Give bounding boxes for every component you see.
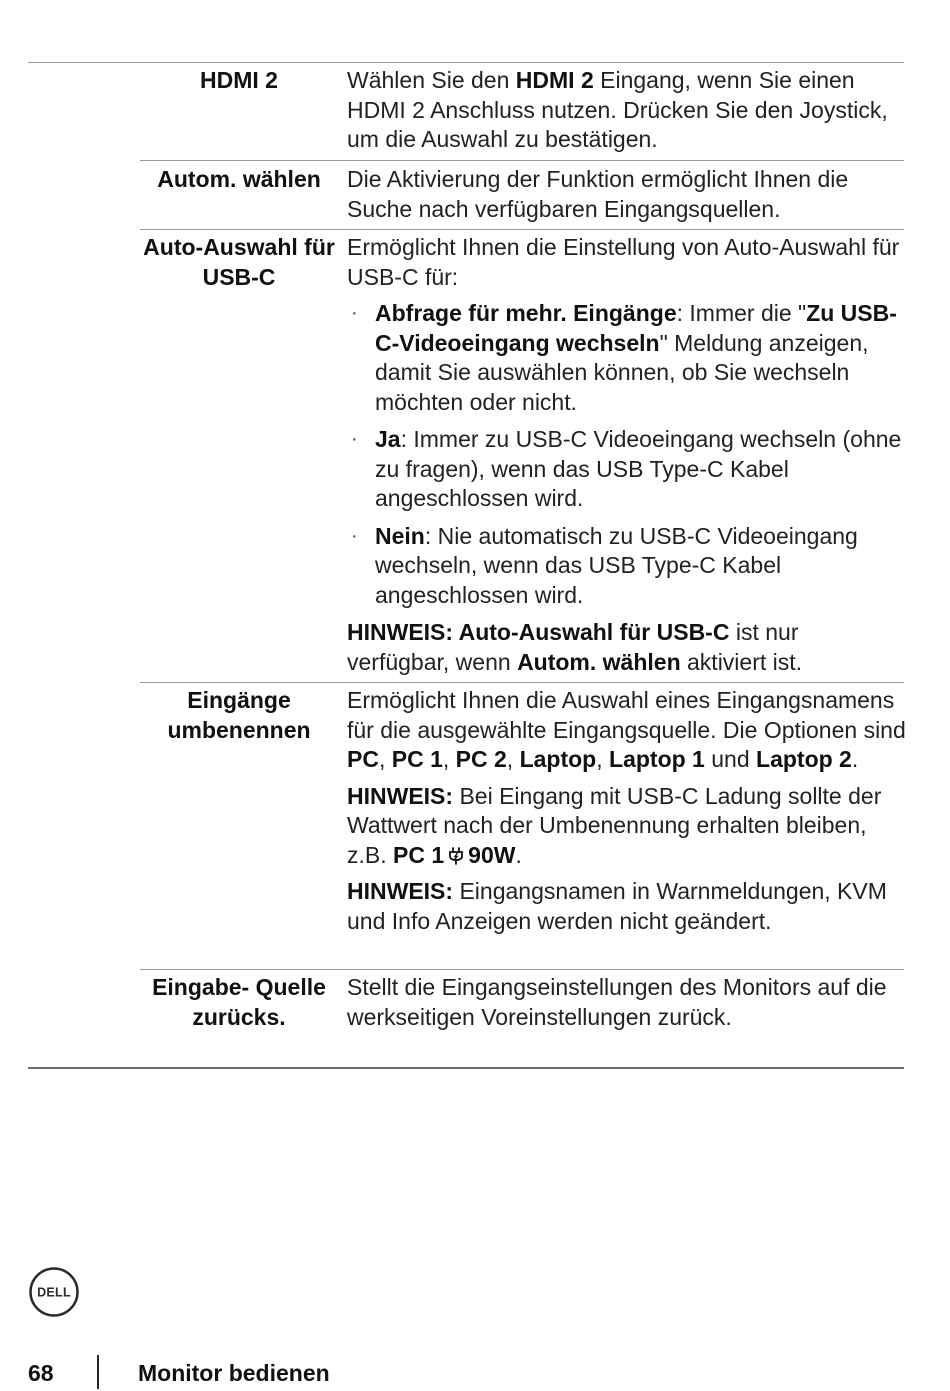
bold-text: Zu USB-C-Videoeingang wechseln (375, 300, 897, 356)
text-run: Ermöglicht Ihnen die Auswahl eines Eingangsnamens für die ausgewählte Eingangsquelle. Die Optionen sind (347, 687, 906, 743)
text-run: : Immer die " (676, 300, 807, 326)
text-run: , (506, 746, 520, 772)
text-run: Eingang, wenn Sie einen HDMI 2 Anschluss nutzen. Drücken Sie den Joystick, um die Auswahl zu bestätigen. (347, 67, 888, 152)
paragraph (347, 165, 907, 224)
row-divider (140, 682, 904, 683)
bold-text: HINWEIS: (347, 782, 454, 809)
bold-text: PC 2 (455, 746, 507, 772)
power-plug-icon (446, 846, 466, 866)
bold-text: PC 1 (393, 841, 445, 868)
bold-text: Laptop 1 (609, 746, 705, 772)
row-label-eingabe-quelle-zuruecks: Eingabe- Quelle zurücks. (152, 974, 326, 1030)
list-item (347, 299, 907, 417)
paragraph (347, 233, 907, 292)
text-run: , (378, 746, 392, 772)
text-run: Die Aktivierung der Funktion ermöglicht Ihnen die Suche nach verfügbaren Eingangsquellen. (347, 166, 849, 222)
section-title: Monitor bedienen (138, 1360, 330, 1386)
footer-separator (97, 1355, 99, 1389)
page-number: 68 (28, 1360, 54, 1386)
text-run: . (851, 746, 859, 772)
bold-text: HINWEIS: (347, 878, 454, 904)
paragraph (347, 618, 907, 677)
paragraph (347, 686, 907, 775)
text-run: , (442, 746, 456, 772)
bullet-icon: · (351, 524, 358, 547)
bold-text: HINWEIS: Auto-Auswahl für USB-C (347, 619, 730, 645)
list-item (347, 425, 907, 514)
row-desc-hdmi-2 (347, 66, 907, 162)
bottom-rule (28, 1067, 904, 1069)
row-label-eingaenge-umbenennen: Eingänge umbenennen (167, 687, 311, 743)
text-run: aktiviert ist. (680, 648, 803, 675)
row-desc-eingabe-quelle-zuruecks (347, 973, 907, 1039)
text-run: , (596, 746, 610, 772)
text-run: ist nur verfügbar, wenn (347, 619, 799, 675)
paragraph (347, 66, 907, 155)
bold-text: HDMI 2 (515, 67, 594, 93)
row-label-hdmi-2: HDMI 2 (200, 67, 278, 93)
row-divider (140, 969, 904, 970)
bold-text: Autom. wählen (517, 648, 681, 675)
paragraph (347, 877, 907, 936)
row-divider (140, 229, 904, 230)
bullet-icon: · (351, 428, 358, 450)
dell-logo-icon (28, 1266, 80, 1318)
bold-text: Laptop 2 (756, 746, 852, 772)
bullet-list (347, 299, 907, 610)
text-run: : Nie automatisch zu USB-C Videoeingang wechseln, wenn das USB Type-C Kabel angeschlossen wird. (375, 522, 858, 608)
row-desc-eingaenge-umbenennen (347, 686, 907, 943)
bold-text: Laptop (519, 746, 597, 772)
row-divider (140, 160, 904, 161)
paragraph (347, 973, 907, 1032)
bold-text: Abfrage für mehr. Eingänge (375, 300, 677, 326)
bold-text: 90W (468, 841, 516, 868)
list-item (347, 522, 907, 611)
row-label-autom-waehlen: Autom. wählen (157, 166, 321, 192)
row-label-auto-auswahl-usb-c: Auto-Auswahl für USB-C (143, 234, 335, 290)
text-run: : Immer zu USB-C Videoeingang wechseln (ohne zu fragen), wenn das USB Type-C Kabel angeschlossen wird. (375, 426, 902, 511)
row-desc-auto-auswahl-usb-c (347, 233, 907, 684)
bold-text: PC (347, 746, 379, 772)
top-rule (28, 62, 904, 63)
text-run: . (515, 841, 522, 868)
bold-text: PC 1 (391, 746, 443, 772)
bold-text: Ja (375, 426, 401, 452)
text-run: Stellt die Eingangseinstellungen des Monitors auf die werkseitigen Voreinstellungen zurück. (347, 974, 887, 1030)
bold-text: Nein (375, 522, 425, 549)
text-run: Wählen Sie den (347, 67, 516, 93)
text-run: " Meldung anzeigen, damit Sie auswählen können, ob Sie wechseln möchten oder nicht. (375, 329, 869, 415)
bullet-icon: · (351, 302, 358, 324)
text-run: und (704, 746, 757, 772)
text-run: Bei Eingang mit USB-C Ladung sollte der Wattwert nach der Umbenennung erhalten bleiben, z.B. (347, 782, 882, 868)
dell-logo-text: DELL (37, 1285, 71, 1300)
text-run: Ermöglicht Ihnen die Einstellung von Auto-Auswahl für USB-C für: (347, 234, 900, 290)
paragraph (347, 782, 907, 871)
row-desc-autom-waehlen (347, 165, 907, 231)
text-run: Eingangsnamen in Warnmeldungen, KVM und Info Anzeigen werden nicht geändert. (347, 878, 887, 934)
